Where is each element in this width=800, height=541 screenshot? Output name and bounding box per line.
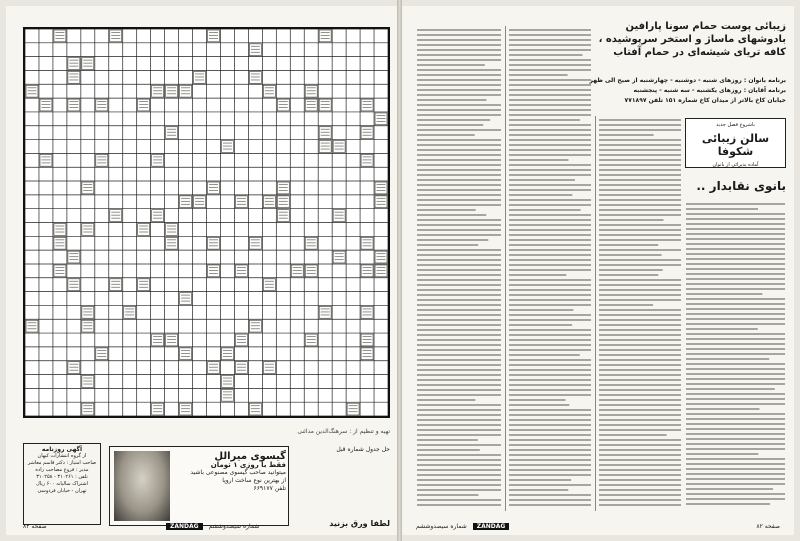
clue-cell: [221, 389, 233, 401]
clue-cell: [82, 403, 94, 415]
clue-cell: [361, 348, 373, 360]
clue-cell: [221, 376, 233, 388]
clue-cell: [68, 362, 80, 374]
clue-cell: [208, 182, 220, 194]
left-footer: [23, 521, 47, 531]
clue-cell: [96, 154, 108, 166]
left-footer-center: [166, 521, 259, 531]
clue-cell: [221, 141, 233, 153]
clue-cell: [138, 99, 150, 111]
clue-cell: [305, 237, 317, 249]
clue-cell: [68, 71, 80, 83]
text-column-1: [416, 26, 502, 511]
clue-cell: [277, 99, 289, 111]
issue-number: شماره سیصدوششم: [416, 522, 467, 530]
clue-cell: [54, 237, 66, 249]
magazine-logo: ZANDAG: [166, 523, 203, 530]
clue-cell: [208, 30, 220, 42]
clue-cell: [291, 265, 303, 277]
clue-cell: [180, 293, 192, 305]
clue-cell: [305, 99, 317, 111]
clue-cell: [249, 320, 261, 332]
clue-cell: [277, 182, 289, 194]
clue-cell: [375, 182, 387, 194]
clue-cell: [361, 265, 373, 277]
subscription-title: آگهی روزنامه: [41, 446, 83, 453]
clue-cell: [361, 154, 373, 166]
solution-section: [296, 446, 390, 528]
clue-cell: [305, 85, 317, 97]
clue-cell: [180, 403, 192, 415]
spa-headline: زیبائی پوست حمام سونا پارافین بادوشهای ماساژ و استخر سرپوشیده ، کافه تریای شیشه‌ای در حمام آفتاب: [598, 21, 786, 58]
clue-cell: [180, 85, 192, 97]
subscription-line: صاحب امتیاز : دکتر قاسم معاشر: [27, 460, 97, 466]
spa-schedule: [588, 76, 786, 106]
left-page: [6, 6, 397, 535]
subscription-line: تهران - خیابان فردوسی: [37, 488, 87, 494]
clue-cell: [319, 306, 331, 318]
text-column-2: [508, 26, 592, 511]
clue-cell: [235, 265, 247, 277]
right-footer-left: [416, 521, 509, 531]
clue-cell: [333, 210, 345, 222]
clue-cell: [124, 306, 136, 318]
clue-cell: [361, 127, 373, 139]
ad-brand: گیسوی میرالل: [214, 451, 286, 462]
clue-cell: [221, 348, 233, 360]
subscription-box: [23, 443, 101, 525]
clue-cell: [235, 362, 247, 374]
ad-line: میتوانید صاحب گیسوی مصنوعی باشید: [190, 469, 286, 476]
clue-cell: [40, 99, 52, 111]
clue-cell: [166, 237, 178, 249]
clue-cell: [249, 403, 261, 415]
clue-cell: [249, 44, 261, 56]
clue-cell: [333, 251, 345, 263]
clue-cell: [96, 348, 108, 360]
clue-cell: [277, 210, 289, 222]
clue-cell: [208, 237, 220, 249]
text-column-4: [685, 200, 786, 511]
clue-cell: [68, 251, 80, 263]
salon-post: آماده پذیرائی از بانوان: [712, 162, 759, 168]
clue-cell: [263, 85, 275, 97]
clue-cell: [166, 127, 178, 139]
subscription-line: تلفن : ۳۱۰۲۶۱ - ۳۱۰۲۵۸: [36, 474, 88, 480]
page-number: صفحه ۸۲: [756, 522, 780, 530]
clue-cell: [333, 141, 345, 153]
clue-cell: [305, 265, 317, 277]
salon-name: سالن زیبائی شکوفا: [701, 132, 770, 158]
clue-cell: [277, 196, 289, 208]
clue-cell: [110, 279, 122, 291]
clue-cell: [68, 99, 80, 111]
clue-cell: [166, 224, 178, 236]
clue-cell: [138, 279, 150, 291]
clue-cell: [138, 224, 150, 236]
crossword-caption: [23, 424, 390, 438]
clue-cell: [54, 30, 66, 42]
clue-cell: [305, 334, 317, 346]
magazine-logo: ZANDAG: [473, 523, 510, 530]
clue-cell: [263, 196, 275, 208]
clue-cell: [82, 376, 94, 388]
clue-cell: [82, 224, 94, 236]
clue-cell: [26, 85, 38, 97]
issue-number: شماره سیصدوششم: [208, 522, 260, 530]
ad-line: تلفن ۶۶۹۱۷۷: [253, 485, 286, 492]
clue-cell: [319, 99, 331, 111]
schedule-line: برنامه بانوان : روزهای شنبه - دوشنبه - چهارشنبه از صبح الی ظهر: [589, 77, 786, 84]
clue-cell: [208, 362, 220, 374]
clue-cell: [194, 71, 206, 83]
ad-price: فقط با روزی ۱ تومان: [210, 461, 286, 469]
clue-cell: [82, 58, 94, 70]
clue-cell: [361, 99, 373, 111]
clue-cell: [249, 71, 261, 83]
clue-cell: [263, 279, 275, 291]
clue-cell: [82, 182, 94, 194]
clue-cell: [166, 85, 178, 97]
clue-cell: [180, 196, 192, 208]
text-column-3: [598, 116, 682, 511]
clue-cell: [319, 127, 331, 139]
clue-cell: [361, 237, 373, 249]
ad-line: از بهترین نوع ساخت اروپا: [222, 477, 286, 484]
page-number: صفحه ۸۳: [23, 522, 47, 530]
clue-cell: [26, 320, 38, 332]
clue-cell: [319, 141, 331, 153]
clue-cell: [375, 113, 387, 125]
clue-cell: [54, 224, 66, 236]
subscription-line: از گروه انتشارات کیهان: [37, 453, 87, 459]
clue-cell: [82, 306, 94, 318]
subscription-line: مدیر : فروغ مصاحب زاده: [35, 467, 89, 473]
column-rule: [505, 26, 506, 511]
clue-cell: [152, 85, 164, 97]
clue-cell: [152, 334, 164, 346]
clue-cell: [263, 362, 275, 374]
clue-cell: [347, 403, 359, 415]
crossword-author: تهیه و تنظیم از : سرهنگ‌الدین مدائنی: [297, 427, 390, 435]
right-footer: [756, 521, 780, 531]
clue-cell: [152, 403, 164, 415]
ad-copy: [174, 453, 286, 493]
subscription-line: اشتراک سالیانه ۶۰۰ ریال: [36, 481, 88, 487]
clue-cell: [96, 99, 108, 111]
model-photo: [114, 451, 170, 521]
solution-title: حل جدول شماره قبل: [336, 446, 390, 453]
clue-cell: [180, 348, 192, 360]
salon-pre: باشروع فصل جدید: [716, 122, 755, 128]
clue-cell: [110, 30, 122, 42]
clue-cell: [194, 196, 206, 208]
clue-cell: [208, 265, 220, 277]
clue-cell: [375, 265, 387, 277]
right-page: [402, 6, 794, 535]
clue-cell: [110, 210, 122, 222]
clue-cell: [319, 30, 331, 42]
schedule-line: خیابان کاخ بالاتر از میدان کاخ شماره ۱۵۱ تلفن ۷۷۱۸۹۷: [624, 97, 786, 104]
article-title: بانوی نقابدار ..: [696, 179, 786, 193]
schedule-line: برنامه آقایان : روزهای یکشنبه - سه شنبه - پنجشنبه: [633, 87, 786, 94]
clue-cell: [82, 320, 94, 332]
crossword-grid-lines: [25, 29, 388, 416]
wig-advertisement: [109, 446, 289, 526]
clue-cell: [235, 334, 247, 346]
salon-advertisement: [685, 118, 786, 168]
column-rule: [595, 116, 596, 511]
clue-cell: [361, 334, 373, 346]
clue-cell: [68, 58, 80, 70]
clue-cell: [152, 210, 164, 222]
clue-cell: [361, 306, 373, 318]
clue-cell: [54, 265, 66, 277]
clue-cell: [68, 279, 80, 291]
clue-cell: [152, 154, 164, 166]
turn-page-note: لطفا ورق بزنید: [329, 519, 390, 528]
clue-cell: [375, 251, 387, 263]
clue-cell: [375, 196, 387, 208]
clue-cell: [40, 154, 52, 166]
crossword-grid: [23, 27, 390, 418]
clue-cell: [249, 237, 261, 249]
clue-cell: [166, 334, 178, 346]
clue-cell: [235, 196, 247, 208]
